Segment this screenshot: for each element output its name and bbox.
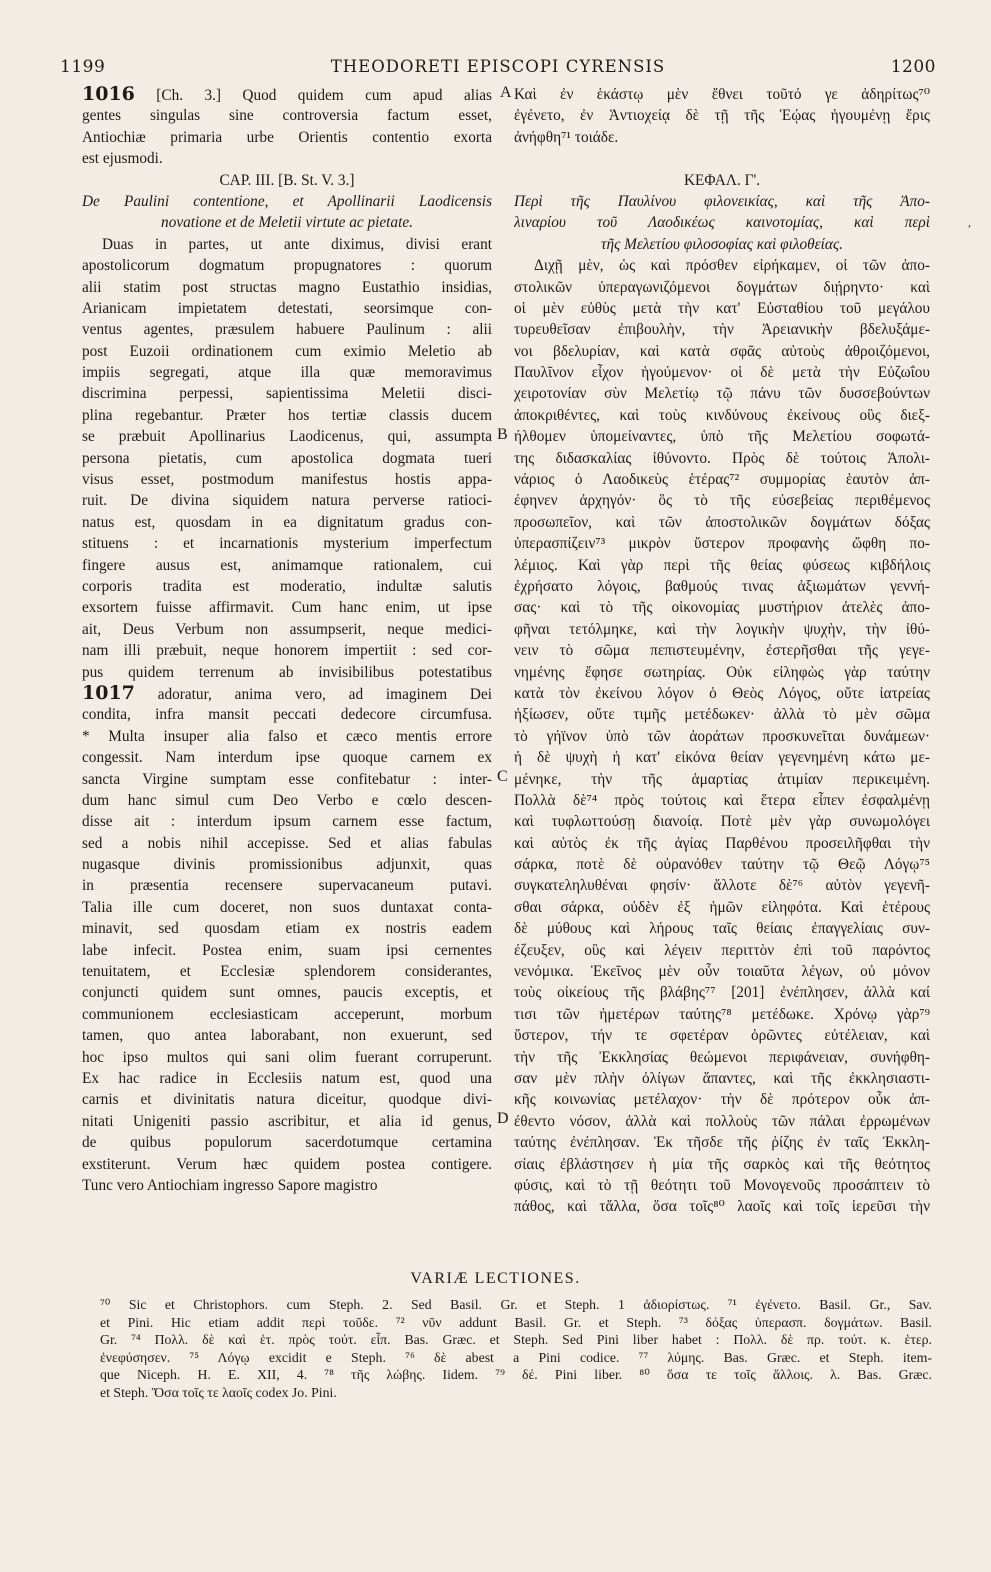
text-line: tamen, quo antea laborabant, non exuerunt, sed <box>82 1027 492 1045</box>
page-number-left: 1199 <box>60 57 106 77</box>
text-line: λιναρίου τοῦ Λαοδικέως καινοτομίας, καὶ περὶ <box>514 214 930 232</box>
text-line: de quibus populorum sacerdotumque certamina <box>82 1134 492 1152</box>
text-line: fingere ausus est, animamque rationalem, cui <box>82 556 492 574</box>
margin-letter-c: C <box>497 768 508 785</box>
text-line: νειν τὸ σῶμα πεπιστευμένην, ἐστερῆσθαι τῆς γεγε- <box>514 642 930 660</box>
note-line: ἐνεφύσησεν. ⁷⁵ Λόγῳ excidit e Steph. ⁷⁶ δὲ abest a Pini codice. ⁷⁷ λύμης. Bas. Græc. et Steph. item- <box>100 1349 932 1365</box>
running-header <box>60 57 936 83</box>
text-line: persona pietatis, cum apostolica dogmata tueri <box>82 449 492 467</box>
text-line <box>514 148 930 169</box>
text-line: κῆς κοινωνίας μετέλαχον· τὴν δὲ πρότερον οὖκ ἀπ- <box>514 1091 930 1109</box>
text-line: Arianicam impietatem detestati, seorsimque con- <box>82 299 492 317</box>
text-line: τυρευθεῖσαν ἐπιβουλὴν, τὴν Ἀρειανικὴν βδελυξάμε- <box>514 321 930 339</box>
text-line: sed a nobis nihil accepisse. Sed et alias fabulas <box>82 834 492 852</box>
text-line: 1016 [Ch. 3.] Quod quidem cum apud alias <box>82 84 492 105</box>
text-line: nitati Unigeniti passio ascribitur, et alia id genus, <box>82 1112 492 1130</box>
text-line: ruit. De divina siquidem natura perverse ratioci- <box>82 492 492 510</box>
text-line: sancta Virgine sumptam esse confitebatur : inter- <box>82 770 492 788</box>
note-line: ⁷⁰ Sic et Christophors. cum Steph. 2. Sed Basil. Gr. et Steph. 1 ἀδιορίστως. ⁷¹ ἐγένετο. Basil. Gr., Sav. <box>100 1297 932 1312</box>
text-line: νημένης ἔφησε σωτηρίας. Οὐκ εἰληφὼς γὰρ ταύτην <box>514 663 930 681</box>
text-line: προσωπεῖον, καὶ τῶν ἀποστολικῶν δογμάτων δόξας <box>514 513 930 531</box>
text-line: νάριος ὁ Λαοδικεὺς ἑτέρας⁷² συμμορίας ἑαυτὸν ἀπ- <box>514 471 930 489</box>
text-line: λέμιος. Καὶ γὰρ περὶ τῆς θείας φύσεως κιβδήλοις <box>514 556 930 574</box>
text-line: σας· καὶ τὸ τῆς οἰκονομίας μυστήριον ἀτελὲς ἀπο- <box>514 599 930 617</box>
text-line: Πολλὰ δὲ⁷⁴ πρὸς τούτοις καὶ ἕτερα εἶπεν ἐσφαλμένῃ <box>514 791 930 809</box>
margin-mark: , <box>968 215 971 229</box>
text-line: ὑπερασπίζειν⁷³ μικρὸν ὕστερον προφανὴς ὤφθη πο- <box>514 535 930 553</box>
text-line: communionem ecclesiasticam acceperunt, morbum <box>82 1005 492 1023</box>
text-line: νενόμικα. Ἐκεῖνος μὲν οὖν τοιαῦτα λέγων, οὐ μόνον <box>514 963 930 981</box>
text-line: Παυλῖνον εἶχον ἡγούμενον· οἱ δὲ μετὰ τὴν Εὐζωΐου <box>514 364 930 382</box>
text-line: Antiochiæ primaria urbe Orientis contentio exorta <box>82 128 492 146</box>
text-line: ταύτης ἐνέπλησαν. Ἐκ τῆσδε τῆς ῥίζης ἐν ταῖς Ἐκκλη- <box>514 1134 930 1152</box>
text-line: De Paulini contentione, et Apollinarii Laodicensis <box>82 192 492 210</box>
text-line: καὶ αὐτὸς ἐκ τῆς ἁγίας Παρθένου προσειλῆφθαι τὴν <box>514 834 930 852</box>
text-line: * Multa insuper alia falso et cæco mentis errore <box>82 727 492 745</box>
text-line: congessit. Nam interdum ipse quoque carnem ex <box>82 749 492 767</box>
text-line: συγκατεληλυθέναι φησίν· ἄλλοτε δὲ⁷⁶ αὐτὸν γεγενῆ- <box>514 877 930 895</box>
text-line: nam illi præbuit, neque honorem impertiit : sed cor- <box>82 642 492 660</box>
note-line: que Niceph. H. E. XII, 4. ⁷⁸ τῆς λώβης. Iidem. ⁷⁹ δέ. Pini liber. ⁸⁰ ὅσα τε τοῖς ἄλλοις. λ. Bas. Græc. <box>100 1367 932 1382</box>
text-line: se præbuit Apollinarius Laodicenus, qui, assumpta <box>82 428 492 446</box>
text-line: impiis segregati, atque illa quæ memoravimus <box>82 364 492 382</box>
text-line: Tunc vero Antiochiam ingresso Sapore magistro <box>82 1176 378 1194</box>
text-line: καὶ τυφλωττούσῃ διανοίᾳ. Ποτὲ μὲν γὰρ συνωμολόγει <box>514 813 930 831</box>
text-line: Περὶ τῆς Παυλίνου φιλονεικίας, καὶ τῆς Ἀπο- <box>514 192 930 210</box>
text-line: minavit, sed quosdam etiam ex nostris eadem <box>82 920 492 938</box>
text-line: alii statim post structas magno Eustathio insidias, <box>82 278 492 296</box>
text-line: τὸ γήϊνον ὑπὸ τῶν ἀοράτων προσκυνεῖται δυνάμεων· <box>514 727 930 745</box>
text-line: in præsentia recensere supervacaneum putavi. <box>82 877 492 895</box>
text-line: έζευξεν, οὓς καὶ λέγειν περιττὸν ἐπὶ τοῦ παρόντος <box>514 941 930 959</box>
text-line: Διχῇ μὲν, ὡς καὶ πρόσθεν εἰρήκαμεν, οἱ τῶν ἀπο- <box>534 257 930 275</box>
text-line: stituens : et incarnationis mysterium imperfectum <box>82 535 492 553</box>
variae-lectiones-title: VARIÆ LECTIONES. <box>410 1270 581 1287</box>
text-line: plina regebantur. Præter hos tertiæ classis ducem <box>82 406 492 424</box>
text-line: φύσις, καὶ τὸ τῇ θεότητι τοῦ Μονογενοῦς προσάπτειν τὸ <box>514 1176 930 1194</box>
note-line: Gr. ⁷⁴ Πολλ. δὲ καὶ ἑτ. πρὸς τούτ. εἶπ. Bas. Græc. et Steph. Sed Pini liber habet : Πολλ. δὲ πρ. τούτ. κ. ἑτερ. <box>100 1332 932 1347</box>
text-line: novatione et de Meletii virtute ac pietate. <box>161 214 413 232</box>
text-line: νοι βδελυρίαν, καὶ κατὰ σφᾶς αὐτοὺς ἀθροιζόμενοι, <box>514 342 930 360</box>
text-line: exsortem fuisse affirmavit. Cum hanc enim, ut ipse <box>82 599 492 617</box>
note-line: et Pini. Hic etiam addit περὶ τοῦδε. ⁷² νῦν addunt Basil. Gr. et Steph. ⁷³ δόξας ὑπερασπ. δογμάτων. Basil. <box>100 1314 932 1330</box>
text-line: οἱ μὲν εὐθὺς μετὰ τὴν κατ' Εὐσταθίου τοῦ μεγάλου <box>514 299 930 317</box>
text-line: Καὶ ἐν ἑκάστῳ μὲν ἔθνει τοῦτό γε ἀδηρίτως⁷⁰ <box>514 86 930 103</box>
text-line: natus est, quosdam in ea dignitatum gradus con- <box>82 513 492 531</box>
text-line: ἐγένετο, ἐν Ἀντιοχείᾳ δὲ τῇ τῆς Ἑῴας ἡγουμένῃ ἔρις <box>514 107 930 125</box>
text-line: labe infecit. Postea enim, suam ipsi cernentes <box>82 941 492 959</box>
text-line: ἡ δὲ ψυχὴ ἡ κατ' εἰκόνα θείαν γεγενημένη κάτω με- <box>514 749 930 767</box>
text-line: est ejusmodi. <box>82 150 163 168</box>
margin-letter-d: D <box>497 1110 509 1127</box>
text-line: σθαι σάρκα, οὐδὲν ἐξ ἡμῶν εἰληφότα. Καὶ ἑτέρους <box>514 898 930 916</box>
text-line: conjuncti quidem sunt omnes, paucis exceptis, et <box>82 984 492 1002</box>
text-line: δὲ μύθους καὶ λήρους ταῖς θείαις ἐπαγγελίαις συν- <box>514 920 930 938</box>
text-line: ait, Deus Verbum non assumpserit, neque medici- <box>82 620 492 638</box>
footnotes <box>100 1296 932 1401</box>
text-line: ἀνήφθη⁷¹ τοιάδε. <box>514 128 619 146</box>
text-line: disse ait : interdum ipsum carnem esse factum, <box>82 813 492 831</box>
text-line: τοὺς οἰκείους τῆς βλάβης⁷⁷ [201] ἐνέπλησεν, ἀλλὰ καί <box>514 984 930 1002</box>
text-line: ὕστερον, τήν τε σφετέραν ὁρῶντες εὐτέλειαν, καὶ <box>514 1027 930 1045</box>
page-number-right: 1200 <box>890 57 936 77</box>
text-line: discrimina perpessi, sapientissima Meletii disci- <box>82 385 492 403</box>
text-line: ἐχρήσατο λόγοις, βαθμούς τινας ἀξιωμάτων γεννή- <box>514 577 930 595</box>
text-line: της διδασκαλίας ἰθύνοντο. Πρὸς δὲ τούτοις Ἀπολι- <box>514 449 930 467</box>
text-line: gentes singulas sine controversia factum esset, <box>82 107 492 125</box>
note-line: et Steph. Ὅσα τοῖς τε λαοῖς codex Jo. Pini. <box>100 1384 337 1400</box>
text-line: Duas in partes, ut ante diximus, divisi erant <box>102 235 492 253</box>
greek-column <box>514 84 930 1218</box>
text-line: nugasque divinis promissionibus adjunxit, quas <box>82 856 492 874</box>
text-line: μένηκε, τὴν τῆς ἁμαρτίας ἀτιμίαν περικειμένη. <box>514 770 930 788</box>
text-line: έθεντο νόσον, ἀλλὰ καὶ πολλοὺς τῶν πάλαι ἐρρωμένων <box>514 1112 930 1130</box>
column-number: 1016 <box>82 84 135 105</box>
text-line: χειροτονίαν σὺν Μελετίῳ τῷ πάνυ τῶν δυσσεβούντων <box>514 385 930 403</box>
running-title: THEODORETI EPISCOPI CYRENSIS <box>330 57 666 76</box>
margin-letter-b: B <box>497 426 508 443</box>
text-line: exstiterunt. Verum hæc quidem postea contigere. <box>82 1155 492 1173</box>
text-line: condita, infra mansit peccati dedecore circumfusa. <box>82 706 492 724</box>
text-line: τισι τῶν ἡμετέρων ταύτης⁷⁸ μετέδωκε. Χρόνῳ γὰρ⁷⁹ <box>514 1005 930 1023</box>
text-line: Talia ille cum doceret, non suos duntaxat conta- <box>82 898 492 916</box>
text-line: corporis tradita est moderatio, indultæ salutis <box>82 577 492 595</box>
text-line: Ex hac radice in Ecclesiis natum est, quod una <box>82 1069 492 1087</box>
text-line: CAP. III. [B. St. V. 3.] <box>219 171 355 189</box>
text-line: ἀποκριθέντες, καὶ τοὺς κινδύνους ἐκείνους οὓς διεξ- <box>514 406 930 424</box>
text-line: dum hanc simul cum Deo Verbo e cœlo descen- <box>82 791 492 809</box>
text-line: apostolicorum dogmatum propugnatores : quorum <box>82 257 492 275</box>
text-line: pus quidem terrenum ab invisibilibus potestatibus <box>82 663 492 681</box>
text-line: τὴν τῆς Ἐκκλησίας θεώμενοι περιφάνειαν, συνήφθη- <box>514 1048 930 1066</box>
text-line: hoc ipso multos qui sani olim fuerant corruperunt. <box>82 1048 492 1066</box>
text-line: 1017 adoratur, anima vero, ad imaginem Dei <box>82 682 492 704</box>
text-line: πάθος, καὶ τἄλλα, ὅσα τοῖς⁸⁰ λαοῖς καὶ τοῖς ἱερεῦσι τὴν <box>514 1198 930 1216</box>
text-line: τῆς Μελετίου φιλοσοφίας καὶ φιλοθείας. <box>601 235 843 253</box>
text-line: ήλθομεν ὑπομείναντες, ὑπὸ τῆς Μελετίου σοφωτά- <box>514 428 930 446</box>
column-number: 1017 <box>82 682 135 704</box>
text-line: carnis et divinitatis natura diceitur, quodque divi- <box>82 1091 492 1109</box>
text-line: σίαις ἐβλάστησεν ἡ μία τῆς σαρκὸς καὶ τῆς θεότητος <box>514 1155 930 1173</box>
text-line: στολικῶν ὑπεραγωνιζόμενοι δογμάτων διῄρηντο· καὶ <box>514 278 930 296</box>
latin-column <box>82 84 492 1196</box>
text-line: tenuitatem, et Ecclesiæ splendorem considerantes, <box>82 963 492 981</box>
text-line: post Euzoii ordinationem cum eximio Meletio ab <box>82 342 492 360</box>
text-line: έφηνεν ἀρχηγόν· ὃς τὸ τῆς εὐσεβείας περιθέμενος <box>514 492 930 510</box>
text-line: ventus agentes, præsulem habuere Paulinum : alii <box>82 321 492 339</box>
text-line: σάρκα, ποτὲ δὲ οὐρανόθεν ταύτην τῷ Θεῷ Λόγῳ⁷⁵ <box>514 856 930 874</box>
margin-letter-a: A <box>500 84 512 101</box>
text-line: ΚΕΦΑΛ. Γ'. <box>683 171 761 189</box>
text-line: κατὰ τὸν ἐκείνου λόγον ὁ Θεὸς Λόγος, οὔτε ἰατρείας <box>514 684 930 702</box>
text-line: visus esset, postmodum manifestus hostis appa- <box>82 471 492 489</box>
text-line: σαν μὲν πλὴν ὀλίγων ἅπαντες, καὶ τῆς ἐκκλησιαστι- <box>514 1069 930 1087</box>
text-line: φῆναι τετόλμηκε, καὶ τὴν λογικὴν ψυχὴν, τὴν ἰθύ- <box>514 620 930 638</box>
text-line: ἠξίωσεν, οὔτε τιμῆς μετέδωκεν· ἀλλὰ τὸ μὲν σῶμα <box>514 706 930 724</box>
